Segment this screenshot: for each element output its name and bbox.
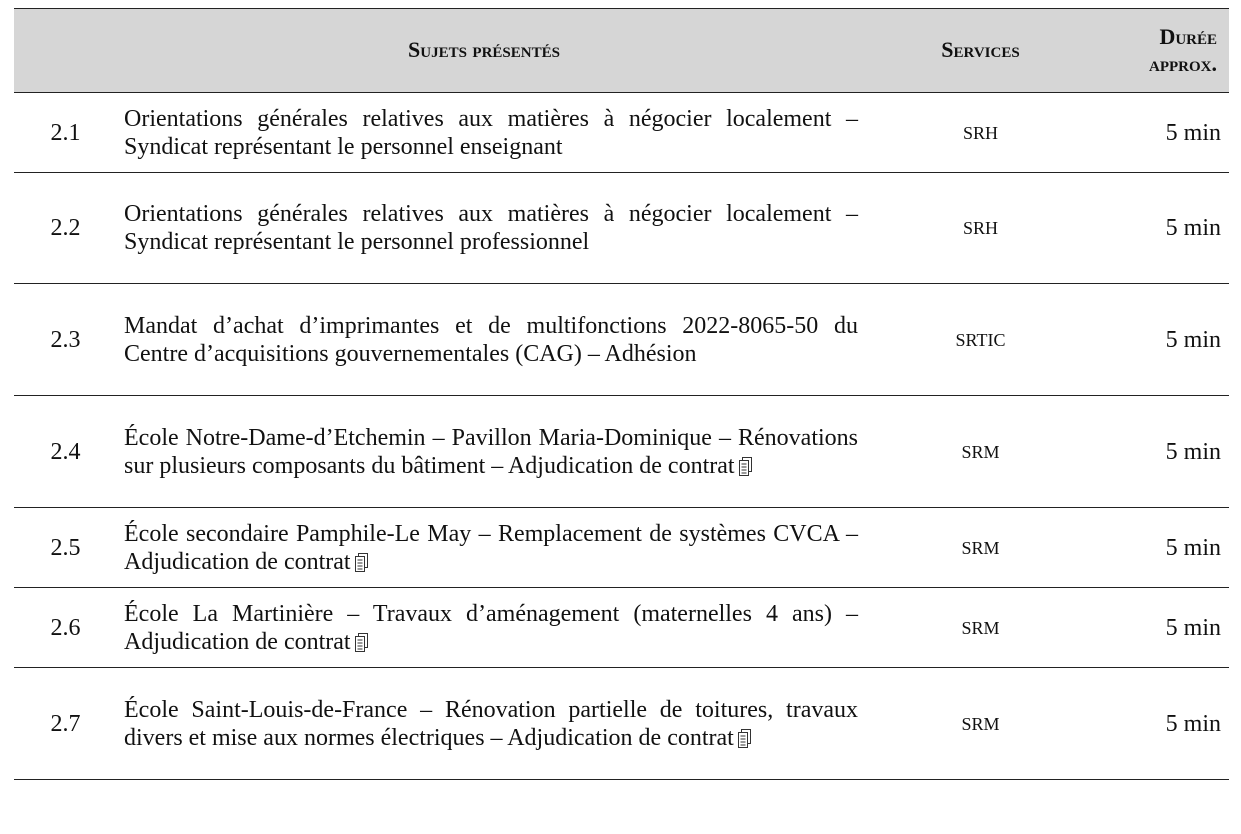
header-number (14, 9, 110, 93)
item-subject-text: Mandat d’achat d’imprimantes et de multifonctions 2022-8065-50 du Centre d’acquisitions gouvernementales (CAG) – Adhésion (124, 312, 858, 367)
item-subject (110, 173, 858, 284)
header-services: Services (941, 37, 1020, 63)
item-subject-text: Orientations générales relatives aux matières à négocier localement – Syndicat représentant le personnel enseignant (124, 105, 858, 160)
item-service: SRM (961, 617, 1000, 638)
item-service: SRTIC (955, 329, 1006, 350)
table-header (14, 9, 1229, 93)
documents-icon[interactable] (739, 457, 752, 476)
item-duration: 5 min (1165, 614, 1221, 641)
documents-icon[interactable] (355, 633, 368, 652)
table-row (14, 93, 1229, 173)
table-row (14, 173, 1229, 284)
item-service: SRM (961, 537, 1000, 558)
item-number: 2.3 (50, 326, 81, 353)
agenda-table (14, 8, 1229, 780)
item-service: SRM (961, 441, 1000, 462)
item-subject-text: École secondaire Pamphile-Le May – Remplacement de systèmes CVCA – Adjudication de contrat (124, 520, 858, 575)
item-number: 2.7 (50, 710, 81, 737)
item-subject (110, 588, 858, 668)
item-subject-text: Orientations générales relatives aux matières à négocier localement – Syndicat représentant le personnel professionnel (124, 201, 858, 255)
item-duration: 5 min (1165, 710, 1221, 737)
table-row (14, 588, 1229, 668)
item-duration: 5 min (1165, 534, 1221, 561)
table-row (14, 284, 1229, 396)
documents-icon[interactable] (738, 729, 751, 748)
table-body (14, 93, 1229, 780)
item-duration: 5 min (1165, 215, 1221, 241)
item-subject (110, 93, 858, 173)
item-duration: 5 min (1165, 119, 1221, 146)
item-service: SRH (962, 122, 998, 143)
item-subject-text: École La Martinière – Travaux d’aménagement (maternelles 4 ans) – Adjudication de contrat (124, 600, 858, 655)
item-service: SRH (962, 218, 998, 238)
item-number: 2.1 (50, 119, 81, 146)
item-subject (110, 508, 858, 588)
item-subject-text: École Notre-Dame-d’Etchemin – Pavillon Maria-Dominique – Rénovations sur plusieurs composants du bâtiment – Adjudication de contrat (124, 424, 858, 479)
item-subject (110, 284, 858, 396)
item-number: 2.2 (50, 215, 81, 241)
item-duration: 5 min (1165, 326, 1221, 353)
item-number: 2.4 (50, 438, 81, 465)
item-number: 2.5 (50, 534, 81, 561)
item-subject (110, 668, 858, 780)
header-subjects: Sujets présentés (408, 37, 560, 63)
item-subject-text: École Saint-Louis-de-France – Rénovation partielle de toitures, travaux divers et mise aux normes électriques – Adjudication de contrat (124, 696, 858, 751)
item-service: SRM (961, 713, 1000, 734)
documents-icon[interactable] (355, 553, 368, 572)
table-row (14, 508, 1229, 588)
table-row (14, 668, 1229, 780)
item-subject (110, 396, 858, 508)
item-duration: 5 min (1165, 438, 1221, 465)
header-duration: Durée approx. (1149, 24, 1217, 76)
item-number: 2.6 (50, 614, 81, 641)
header-row (14, 9, 1229, 93)
table-row (14, 396, 1229, 508)
